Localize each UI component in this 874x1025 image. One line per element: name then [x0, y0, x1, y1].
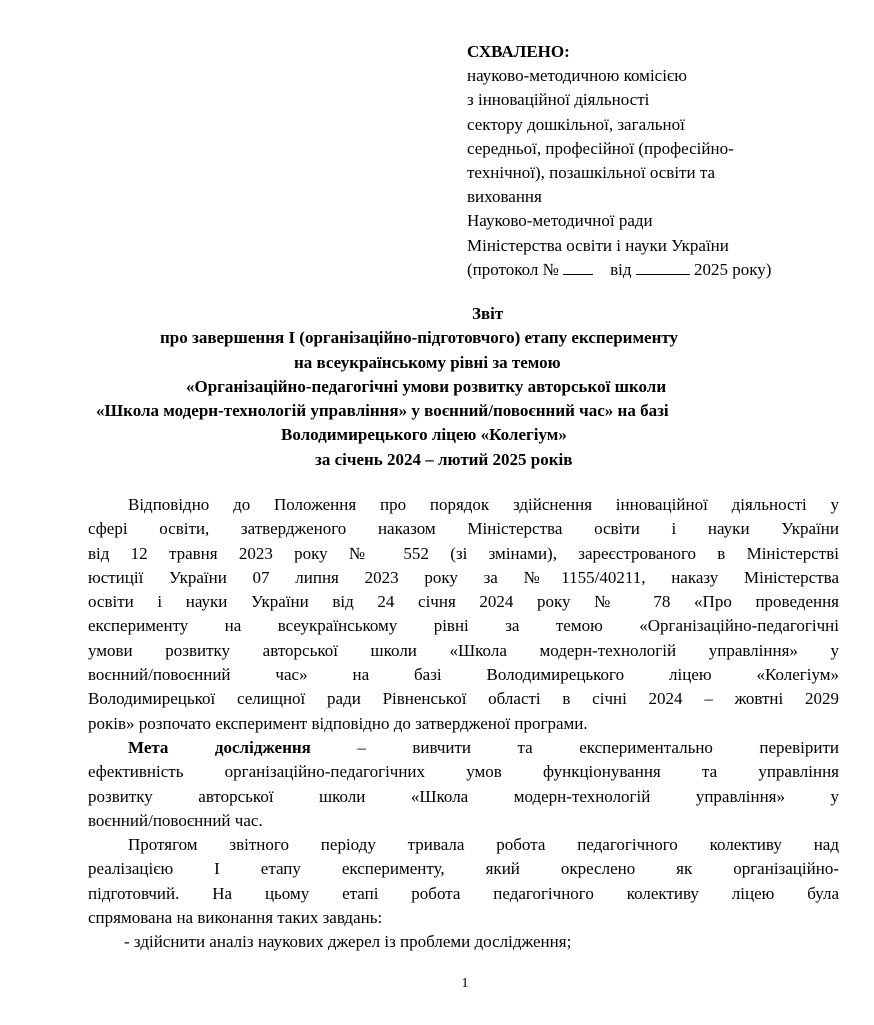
protocol-suffix: 2025 року) [694, 259, 772, 279]
title-line: Звіт [472, 304, 504, 323]
title-line: на всеукраїнському рівні за темою [294, 352, 561, 372]
paragraph-line: освіти і науки України від 24 січня 2024 року № 78 «Про проведення [88, 592, 839, 612]
paragraph-line: реалізацією І етапу експерименту, який окреслено як організаційно- [88, 859, 839, 879]
paragraph-line: років» розпочато експеримент відповідно до затвердженої програми. [88, 713, 588, 733]
paragraph-line: розвитку авторської школи «Школа модерн-технологій управління» у [88, 786, 839, 806]
paragraph-line: ефективність організаційно-педагогічних умов функціонування та управління [88, 762, 839, 782]
report-title [40, 302, 840, 472]
list-item: - здійснити аналіз наукових джерел із проблеми дослідження; [124, 932, 572, 952]
protocol-prefix: (протокол № [467, 259, 559, 279]
approval-protocol-line [467, 258, 847, 282]
protocol-number-blank [563, 259, 593, 275]
protocol-from-label: від [610, 259, 632, 279]
paragraph-line: Протягом звітного періоду тривала робота педагогічного колективу над [128, 835, 839, 855]
approval-line: сектору дошкільної, загальної [467, 114, 685, 134]
paragraph-line: від 12 травня 2023 року № 552 (зі змінами), зареєстрованого в Міністерстві [88, 543, 839, 563]
paragraph-line: підготовчий. На цьому етапі робота педагогічного колективу ліцею була [88, 883, 839, 903]
title-line: «Школа модерн-технологій управління» у воєнний/повоєнний час» на базі [96, 401, 669, 421]
paragraph-line: умови розвитку авторської школи «Школа модерн-технологій управління» у [88, 640, 839, 660]
protocol-date-blank [636, 259, 690, 275]
approval-line: технічної), позашкільної освіти та [467, 163, 716, 183]
goal-line [88, 736, 839, 760]
approval-line: науково-методичною комісією [467, 66, 687, 86]
title-line: «Організаційно-педагогічні умови розвитку авторської школи [186, 376, 667, 396]
approval-line: середньої, професійної (професійно- [467, 138, 734, 158]
paragraph-line: експерименту на всеукраїнському рівні за темою «Організаційно-педагогічні [88, 616, 839, 636]
approval-line: виховання [467, 187, 542, 207]
paragraph-line: Відповідно до Положення про порядок здійснення інноваційної діяльності у [128, 495, 839, 514]
goal-label: Мета дослідження [128, 737, 311, 757]
paragraph-line: Володимирецької селищної ради Рівненської області в січні 2024 – жовтні 2029 [88, 689, 839, 709]
paragraph-line: сфері освіти, затвердженого наказом Міністерства освіти і науки України [88, 519, 839, 539]
goal-text: – вивчити та експериментально перевірити [310, 737, 839, 757]
paragraph-line: спрямована на виконання таких завдань: [88, 908, 383, 928]
paragraph-line: воєнний/повоєнний час. [88, 810, 263, 830]
approval-heading: СХВАЛЕНО: [467, 42, 570, 61]
paragraph-line: юстиції України 07 липня 2023 року за №1155/40211, наказу Міністерства [88, 567, 839, 587]
title-line: за січень 2024 – лютий 2025 років [315, 449, 573, 469]
page-number: 1 [461, 976, 469, 991]
approval-line: Науково-методичної ради [467, 211, 653, 231]
approval-line: з інноваційної діяльності [467, 90, 650, 110]
approval-line: Міністерства освіти і науки України [467, 235, 729, 255]
report-body [88, 493, 839, 955]
paragraph-line: воєнний/повоєнний час» на базі Володимирецького ліцею «Колегіум» [88, 665, 839, 685]
approval-block [467, 40, 847, 282]
title-line: Володимирецького ліцею «Колегіум» [281, 425, 567, 445]
title-line: про завершення І (організаційно-підготовчого) етапу експерименту [160, 328, 679, 348]
